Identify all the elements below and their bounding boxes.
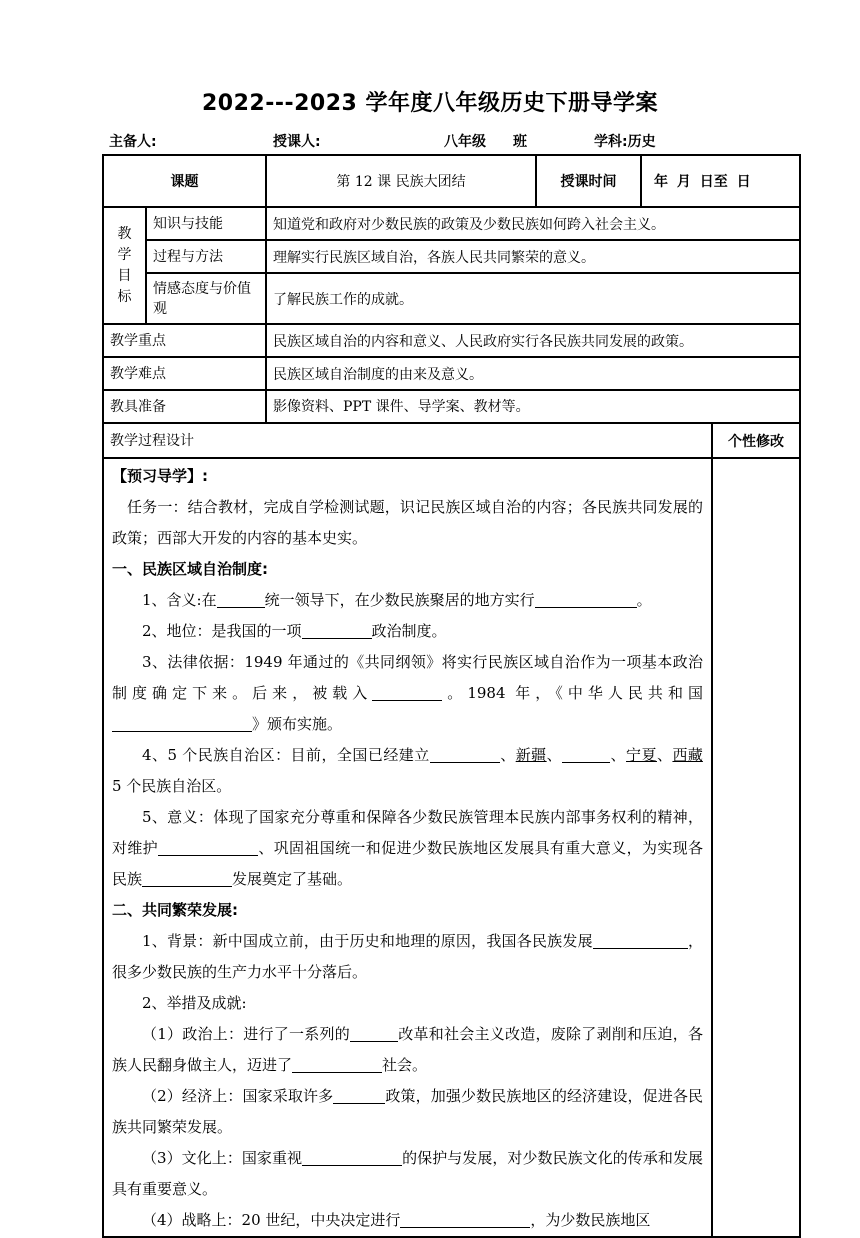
- fill-blank[interactable]: [158, 839, 258, 856]
- teacher-label: 授课人:: [273, 134, 321, 150]
- preview-heading: 【预习导学】:: [112, 467, 208, 485]
- topic-value: 第 12 课 民族大团结: [266, 155, 536, 207]
- difficulty-label: 教学难点: [103, 357, 266, 390]
- s2-item1: 1、背景：新中国成立前，由于历史和地理的原因，我国各民族发展 ，很多少数民族的生产力水平十分落后。: [112, 932, 703, 981]
- topic-label: 课题: [103, 155, 266, 207]
- objective-label-knowledge: 知识与技能: [146, 207, 266, 240]
- s1-item4: 4、5 个民族自治区：目前，全国已经建立 、新疆、 、宁夏、西藏 5 个民族自治区。: [112, 746, 703, 795]
- s1-item1: 1、含义:在 统一领导下，在少数民族聚居的地方实行 。: [142, 591, 652, 609]
- key-point-label: 教学重点: [103, 324, 266, 357]
- s2-point4: （4）战略上：20 世纪，中央决定进行 ，为少数民族地区: [142, 1211, 651, 1229]
- objectives-label: [103, 207, 146, 324]
- key-point-text: 民族区域自治的内容和意义、人民政府实行各民族共同发展的政策。: [266, 324, 800, 357]
- s2-point3: （3）文化上：国家重视 的保护与发展，对少数民族文化的传承和发展具有重要意义。: [112, 1149, 703, 1198]
- fill-blank[interactable]: [430, 746, 500, 763]
- s1-item5: 5、意义：体现了国家充分尊重和保障各少数民族管理本民族内部事务权利的精神，对维护 、巩固祖国统一和促进少数民族地区发展具有重大意义，为实现各民族 发展奠定了基础。: [112, 808, 703, 888]
- s2-item2: 2、举措及成就:: [142, 994, 247, 1012]
- side-edit-cell[interactable]: [712, 458, 800, 1237]
- lesson-plan-table: [102, 154, 801, 1238]
- objective-text-emotion: 了解民族工作的成就。: [266, 273, 800, 324]
- objective-label-process: 过程与方法: [146, 240, 266, 273]
- tools-label: 教具准备: [103, 390, 266, 423]
- fill-blank[interactable]: [400, 1211, 530, 1228]
- fill-blank[interactable]: [593, 932, 688, 949]
- fill-blank[interactable]: [302, 622, 372, 639]
- objectives-char: 标: [117, 288, 132, 305]
- fill-blank[interactable]: [302, 1149, 402, 1166]
- class-label: 班: [513, 134, 527, 150]
- process-content: [103, 458, 712, 1237]
- objective-text-knowledge: 知道党和政府对少数民族的政策及少数民族如何跨入社会主义。: [266, 207, 800, 240]
- s2-point1: （1）政治上：进行了一系列的 改革和社会主义改造，废除了剥削和压迫，各族人民翻身做主人，迈进了 社会。: [112, 1025, 703, 1074]
- fill-blank[interactable]: [372, 684, 442, 701]
- time-label: 授课时间: [536, 155, 641, 207]
- section2-heading: 二、共同繁荣发展:: [112, 901, 238, 919]
- fill-blank[interactable]: [333, 1087, 385, 1104]
- fill-blank[interactable]: [292, 1056, 382, 1073]
- fill-blank[interactable]: [562, 746, 610, 763]
- fill-blank[interactable]: [350, 1025, 398, 1042]
- fill-blank[interactable]: [142, 870, 232, 887]
- difficulty-text: 民族区域自治制度的由来及意义。: [266, 357, 800, 390]
- header-row: [103, 155, 800, 207]
- preparer-label: 主备人:: [109, 134, 157, 150]
- process-label: 教学过程设计: [103, 423, 712, 458]
- fill-blank[interactable]: [217, 591, 265, 608]
- page-title: 2022---2023 学年度八年级历史下册导学案: [201, 91, 658, 116]
- task1-text: 任务一：结合教材，完成自学检测试题，识记民族区域自治的内容；各民族共同发展的政策；西部大开发的内容的基本史实。: [112, 498, 703, 547]
- section1-heading: 一、民族区域自治制度:: [112, 560, 268, 578]
- grade-label: 八年级: [444, 134, 486, 150]
- fill-blank[interactable]: [112, 715, 252, 732]
- tools-text: 影像资料、PPT 课件、导学案、教材等。: [266, 390, 800, 423]
- objective-text-process: 理解实行民族区域自治，各族人民共同繁荣的意义。: [266, 240, 800, 273]
- side-edit-label: 个性修改: [712, 423, 800, 458]
- s1-item3: 3、法律依据：1949 年通过的《共同纲领》将实行民族区域自治作为一项基本政治制度确定下来。后来，被载入 。1984 年，《中华人民共和国》颁布实施。: [112, 653, 703, 733]
- objective-label-emotion: 情感态度与价值观: [146, 273, 266, 324]
- objectives-char: 目: [117, 267, 132, 284]
- objectives-char: 学: [117, 246, 132, 263]
- subject-label: 学科:历史: [594, 134, 656, 150]
- s2-point2: （2）经济上：国家采取许多 政策，加强少数民族地区的经济建设，促进各民族共同繁荣发展。: [112, 1087, 703, 1136]
- fill-blank[interactable]: [535, 591, 637, 608]
- objectives-char: 教: [117, 225, 132, 242]
- s1-item2: 2、地位：是我国的一项 政治制度。: [142, 622, 447, 640]
- time-value: 年 月 日至 日: [641, 155, 800, 207]
